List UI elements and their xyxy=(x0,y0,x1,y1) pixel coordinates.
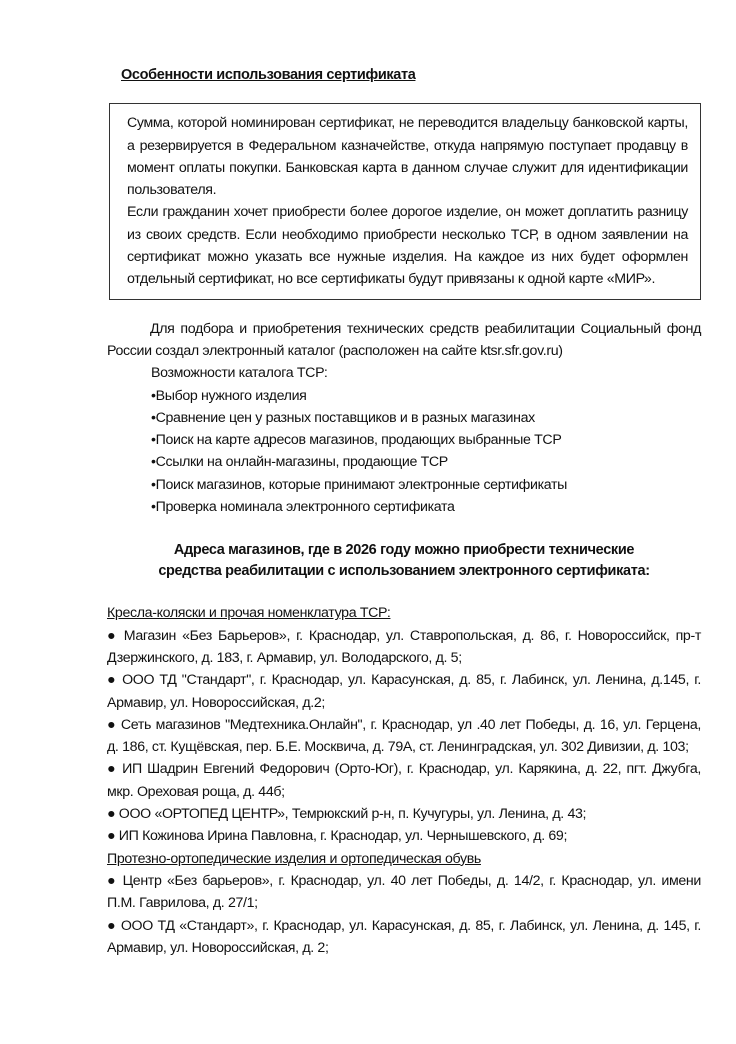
store-item: ● Магазин «Без Барьеров», г. Краснодар, ул. Ставропольская, д. 86, г. Новороссийск, пр-т Дзержинского, д. 183, г. Армавир, ул. Володарского, д. 5; xyxy=(107,627,701,666)
document-page xyxy=(107,64,701,959)
certificate-info-box xyxy=(109,103,701,299)
catalog-intro: Для подбора и приобретения технических средств реабилитации Социальный фонд России создал электронный каталог (расположен на сайте ktsr.sfr.gov.ru) xyxy=(107,320,701,359)
store-item: ● Сеть магазинов "Медтехника.Онлайн", г. Краснодар, ул .40 лет Победы, д. 16, ул. Герцена, д. 186, ст. Кущёвская, пер. Б.Е. Москвича, д. 79А, ст. Ленинградская, ул. 302 Дивизии, д. 103; xyxy=(107,716,701,756)
store-item: ● Центр «Без барьеров», г. Краснодар, ул. 40 лет Победы, д. 14/2, г. Краснодар, ул. имени П.М. Гаврилова, д. 27/1; xyxy=(107,872,701,912)
section-wheelchairs-title: Кресла-коляски и прочая номенклатура ТСР: xyxy=(107,605,391,622)
catalog-feature: •Сравнение цен у разных поставщиков и в разных магазинах xyxy=(151,409,535,426)
catalog-label: Возможности каталога ТСР: xyxy=(151,365,328,382)
store-item: ● ООО ТД "Стандарт", г. Краснодар, ул. Карасунская, д. 85, г. Лабинск, ул. Ленина, д.145, г. Армавир, ул. Новороссийская, д.2; xyxy=(107,672,701,711)
store-item: ● ИП Шадрин Евгений Федорович (Орто-Юг), г. Краснодар, ул. Карякина, д. 22, пгт. Джубга, мкр. Ореховая роща, д. 44б; xyxy=(107,761,701,800)
catalog-feature: •Ссылки на онлайн-магазины, продающие ТСР xyxy=(151,454,448,471)
catalog-feature: •Выбор нужного изделия xyxy=(151,387,307,404)
store-item: ● ООО ТД «Стандарт», г. Краснодар, ул. Карасунская, д. 85, г. Лабинск, ул. Ленина, д. 145, г. Армавир, ул. Новороссийская, д. 2; xyxy=(107,917,701,956)
box-paragraph-2: Если гражданин хочет приобрести более дорогое изделие, он может доплатить разницу из своих средств. Если необходимо приобрести несколько ТСР, в одном заявлении на сертификат можно указать все нужные изделия. На каждое из них будет оформлен отдельный сертификат, но все сертификаты будут привязаны к одной карте «МИР». xyxy=(127,204,688,288)
store-item: ● ИП Кожинова Ирина Павловна, г. Краснодар, ул. Чернышевского, д. 69; xyxy=(107,828,568,845)
box-paragraph-1: Сумма, которой номинирован сертификат, не переводится владельцу банковской карты, а резервируется в Федеральном казначействе, откуда напрямую поступает продавцу в момент оплаты покупки. Банковская карта в данном случае служит для идентификации пользователя. xyxy=(127,115,688,199)
store-item: ● ООО «ОРТОПЕД ЦЕНТР», Темрюкский р-н, п. Кучугуры, ул. Ленина, д. 43; xyxy=(107,806,587,823)
catalog-feature: •Поиск магазинов, которые принимают электронные сертификаты xyxy=(151,476,567,493)
stores-heading: Адреса магазинов, где в 2026 году можно приобрести технические средства реабилитации с использованием электронного сертификата: xyxy=(158,542,650,580)
section-title: Особенности использования сертификата xyxy=(121,67,416,83)
catalog-feature: •Проверка номинала электронного сертификата xyxy=(151,499,455,516)
catalog-feature: •Поиск на карте адресов магазинов, продающих выбранные ТСР xyxy=(151,432,562,449)
section-orthopedic-title: Протезно-ортопедические изделия и ортопедическая обувь xyxy=(107,850,481,867)
